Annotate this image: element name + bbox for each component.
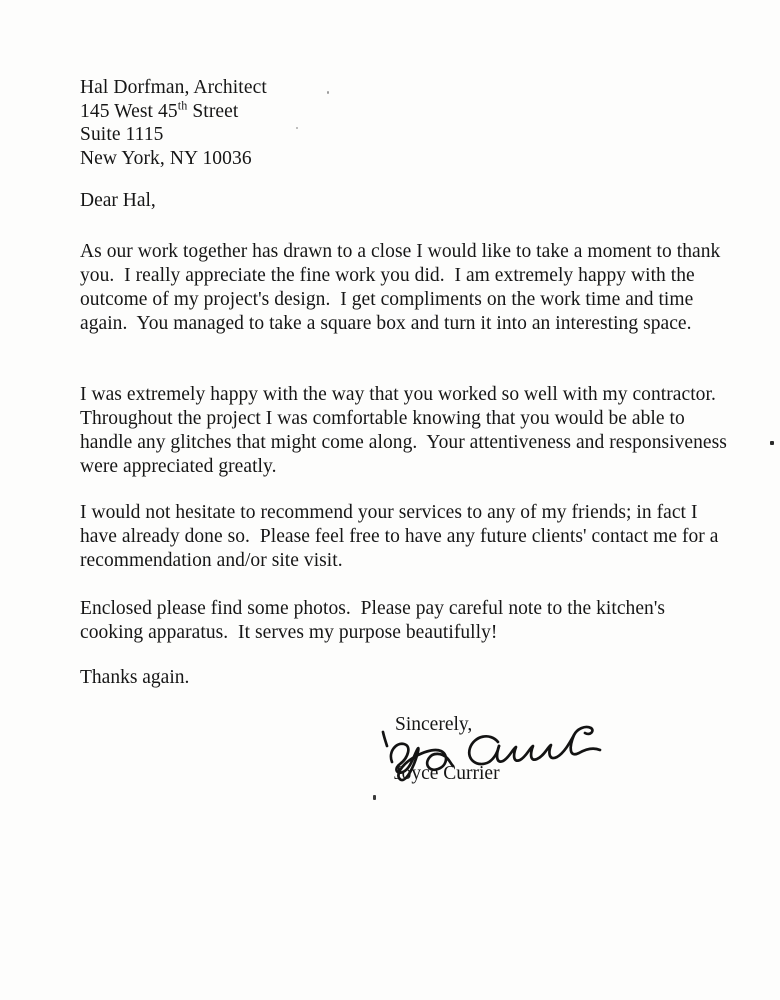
scan-speck	[327, 91, 329, 94]
signature-stroke-apostrophe	[383, 732, 387, 746]
body-paragraph-3: I would not hesitate to recommend your services to any of my friends; in fact I have already done so. Please feel free to have any future clients' contact me for a recommendation and/or site visit.	[80, 502, 724, 571]
signature-stroke-last-name-humps	[497, 727, 592, 762]
signature-stroke-final-flourish	[571, 735, 600, 754]
signature-typed-name: Joyce Currier	[394, 763, 500, 784]
street-name: Street	[187, 100, 239, 122]
body-paragraph-1: As our work together has drawn to a close I would like to take a moment to thank you. I really appreciate the fine work you did. I am extremely happy with the outcome of my project's design. I get compliments on the work time and time again. You managed to take a square box and turn it into an interesting space.	[80, 241, 726, 334]
recipient-address-block	[80, 76, 267, 170]
closing-thanks: Thanks again.	[80, 667, 190, 688]
body-paragraph-2: I was extremely happy with the way that you worked so well with my contractor. Throughout the project I was comfortable knowing that you would be able to handle any glitches that might come along. Your attentiveness and responsiveness were appreciated greatly.	[80, 384, 732, 477]
recipient-suite: Suite 1115	[80, 124, 164, 146]
salutation: Dear Hal,	[80, 190, 156, 211]
recipient-name: Hal Dorfman, Architect	[80, 77, 267, 98]
scan-speck	[296, 127, 298, 129]
scan-speck	[373, 795, 376, 800]
scan-speck	[770, 441, 774, 445]
recipient-street	[80, 100, 267, 124]
street-number: 145 West 45	[80, 100, 178, 122]
recipient-city: New York, NY 10036	[80, 147, 252, 169]
street-ordinal-superscript: th	[177, 98, 188, 113]
handwritten-signature	[350, 720, 610, 800]
signoff-sincerely: Sincerely,	[395, 714, 473, 735]
signature-stroke-last-name-c	[469, 736, 499, 764]
body-paragraph-4: Enclosed please find some photos. Please pay careful note to the kitchen's cooking apparatus. It serves my purpose beautifully!	[80, 598, 670, 643]
